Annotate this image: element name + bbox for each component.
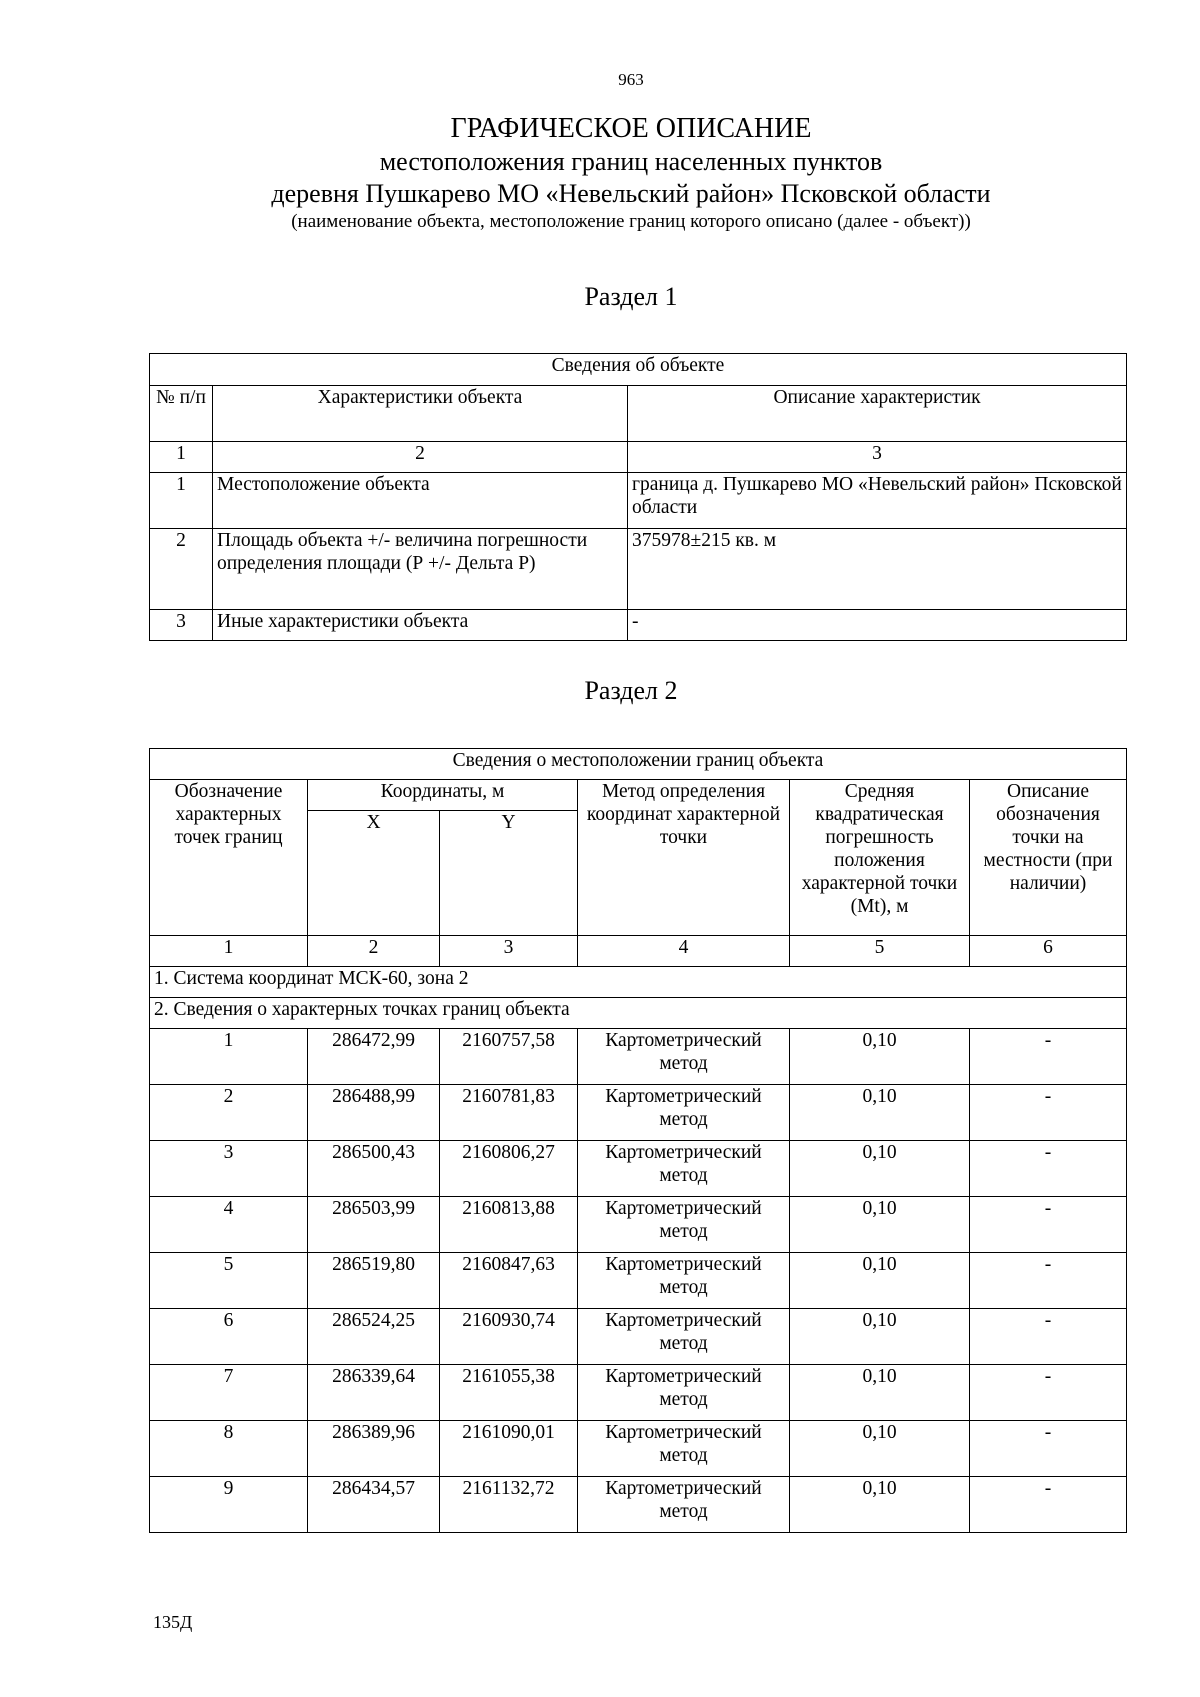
coord-y: 2160757,58 <box>440 1029 578 1085</box>
table2-col-method: Метод определения координат характерной точки <box>578 780 790 936</box>
coord-x: 286389,96 <box>308 1421 440 1477</box>
point-label: 7 <box>150 1365 308 1421</box>
table1-idx: 2 <box>213 442 628 473</box>
point-label: 2 <box>150 1085 308 1141</box>
coord-y: 2160806,27 <box>440 1141 578 1197</box>
mean-error: 0,10 <box>790 1421 970 1477</box>
page-number: 963 <box>618 70 644 89</box>
table1-idx: 1 <box>150 442 213 473</box>
method: Картометрический метод <box>578 1477 790 1533</box>
table-row <box>150 1365 1127 1421</box>
point-label: 8 <box>150 1421 308 1477</box>
table1-col-desc: Описание характеристик <box>628 386 1127 442</box>
table-row <box>150 1141 1127 1197</box>
mean-error: 0,10 <box>790 1197 970 1253</box>
coord-x: 286488,99 <box>308 1085 440 1141</box>
table1-idx: 3 <box>628 442 1127 473</box>
coord-x: 286503,99 <box>308 1197 440 1253</box>
method: Картометрический метод <box>578 1085 790 1141</box>
table2-col-error: Средняя квадратическая погрешность положения характерной точки (Mt), м <box>790 780 970 936</box>
boundary-points-table <box>149 748 1127 1533</box>
coord-x: 286339,64 <box>308 1365 440 1421</box>
object-info-table <box>149 353 1127 641</box>
point-description: - <box>970 1197 1127 1253</box>
table2-col-point: Обозначение характерных точек границ <box>150 780 308 936</box>
point-label: 5 <box>150 1253 308 1309</box>
coord-y: 2161090,01 <box>440 1421 578 1477</box>
point-description: - <box>970 1253 1127 1309</box>
table2-title: Сведения о местоположении границ объекта <box>150 749 1127 780</box>
point-label: 3 <box>150 1141 308 1197</box>
coord-y: 2161132,72 <box>440 1477 578 1533</box>
coordinate-system: 1. Система координат МСК-60, зона 2 <box>150 967 1127 998</box>
method: Картометрический метод <box>578 1197 790 1253</box>
title-line-3: деревня Пушкарево МО «Невельский район» Псковской области <box>271 179 991 208</box>
row-number: 2 <box>150 529 213 610</box>
point-description: - <box>970 1477 1127 1533</box>
coord-y: 2160930,74 <box>440 1309 578 1365</box>
coord-x: 286519,80 <box>308 1253 440 1309</box>
mean-error: 0,10 <box>790 1253 970 1309</box>
characteristic: Площадь объекта +/- величина погрешности определения площади (Р +/- Дельта Р) <box>213 529 628 610</box>
method: Картометрический метод <box>578 1253 790 1309</box>
table2-idx: 1 <box>150 936 308 967</box>
table2-col-desc: Описание обозначения точки на местности (при наличии) <box>970 780 1127 936</box>
table2-col-x: X <box>308 811 440 936</box>
mean-error: 0,10 <box>790 1029 970 1085</box>
coord-y: 2160813,88 <box>440 1197 578 1253</box>
document-title <box>0 112 1200 234</box>
table-row <box>150 1029 1127 1085</box>
mean-error: 0,10 <box>790 1085 970 1141</box>
mean-error: 0,10 <box>790 1365 970 1421</box>
point-label: 6 <box>150 1309 308 1365</box>
method: Картометрический метод <box>578 1421 790 1477</box>
table-row <box>150 1085 1127 1141</box>
point-description: - <box>970 1421 1127 1477</box>
table2-idx: 3 <box>440 936 578 967</box>
table2-idx: 5 <box>790 936 970 967</box>
document-code: 135Д <box>153 1612 193 1632</box>
points-body <box>150 1029 1127 1533</box>
table2-idx: 2 <box>308 936 440 967</box>
table-row <box>150 1421 1127 1477</box>
method: Картометрический метод <box>578 1365 790 1421</box>
point-label: 4 <box>150 1197 308 1253</box>
characteristic: Местоположение объекта <box>213 473 628 529</box>
point-label: 9 <box>150 1477 308 1533</box>
method: Картометрический метод <box>578 1029 790 1085</box>
coord-y: 2160847,63 <box>440 1253 578 1309</box>
characteristic-value: - <box>628 610 1127 641</box>
table-row <box>150 1309 1127 1365</box>
coord-x: 286472,99 <box>308 1029 440 1085</box>
characteristic-value: 375978±215 кв. м <box>628 529 1127 610</box>
table1-col-num: № п/п <box>150 386 213 442</box>
table-row <box>150 610 1127 641</box>
table-row <box>150 1477 1127 1533</box>
title-line-2: местоположения границ населенных пунктов <box>379 147 883 176</box>
table1-title: Сведения об объекте <box>150 354 1127 386</box>
table2-idx: 6 <box>970 936 1127 967</box>
mean-error: 0,10 <box>790 1309 970 1365</box>
point-description: - <box>970 1365 1127 1421</box>
row-number: 3 <box>150 610 213 641</box>
coord-y: 2161055,38 <box>440 1365 578 1421</box>
points-subheading: 2. Сведения о характерных точках границ объекта <box>150 998 1127 1029</box>
point-label: 1 <box>150 1029 308 1085</box>
table2-col-coords: Координаты, м <box>308 780 578 811</box>
coord-x: 286524,25 <box>308 1309 440 1365</box>
method: Картометрический метод <box>578 1309 790 1365</box>
section-2-heading: Раздел 2 <box>584 676 678 705</box>
table1-col-char: Характеристики объекта <box>213 386 628 442</box>
row-number: 1 <box>150 473 213 529</box>
title-line-1: ГРАФИЧЕСКОЕ ОПИСАНИЕ <box>450 113 812 144</box>
table2-col-y: Y <box>440 811 578 936</box>
table-row <box>150 529 1127 610</box>
table-row <box>150 1253 1127 1309</box>
point-description: - <box>970 1309 1127 1365</box>
section-1-heading: Раздел 1 <box>584 282 678 311</box>
mean-error: 0,10 <box>790 1477 970 1533</box>
table2-idx: 4 <box>578 936 790 967</box>
point-description: - <box>970 1141 1127 1197</box>
characteristic: Иные характеристики объекта <box>213 610 628 641</box>
point-description: - <box>970 1085 1127 1141</box>
method: Картометрический метод <box>578 1141 790 1197</box>
mean-error: 0,10 <box>790 1141 970 1197</box>
table-row <box>150 473 1127 529</box>
characteristic-value: граница д. Пушкарево МО «Невельский район» Псковской области <box>628 473 1127 529</box>
table-row <box>150 1197 1127 1253</box>
coord-x: 286500,43 <box>308 1141 440 1197</box>
coord-y: 2160781,83 <box>440 1085 578 1141</box>
coord-x: 286434,57 <box>308 1477 440 1533</box>
title-line-4: (наименование объекта, местоположение границ которого описано (далее - объект)) <box>291 211 971 232</box>
point-description: - <box>970 1029 1127 1085</box>
